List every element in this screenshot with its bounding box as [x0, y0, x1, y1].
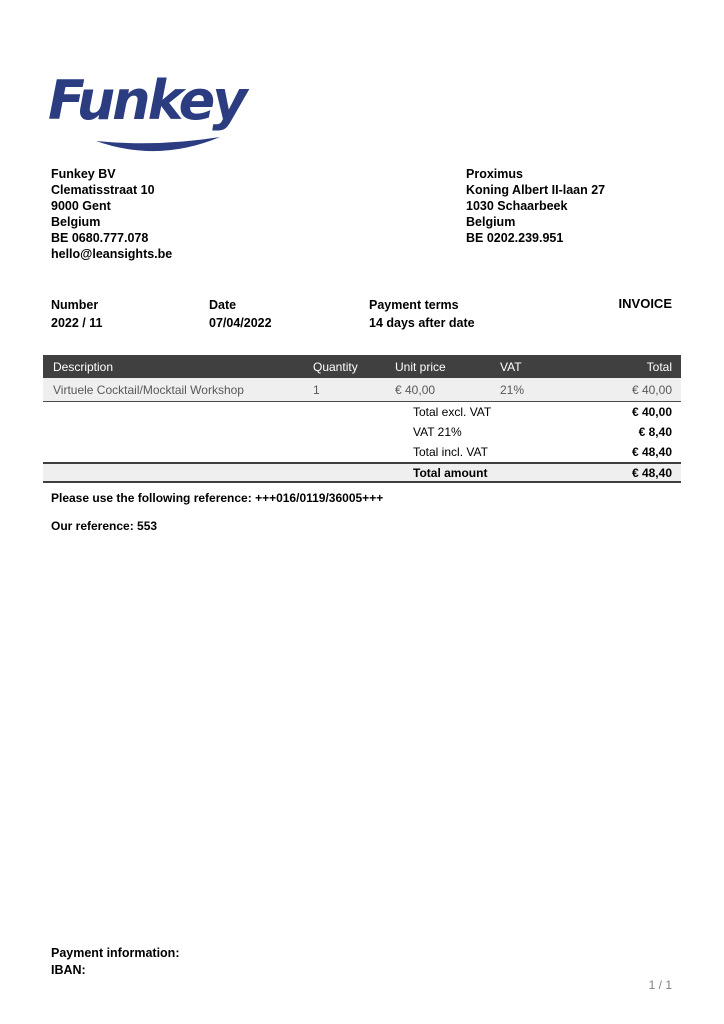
header-total: Total	[646, 359, 672, 374]
sender-street: Clematisstraat 10	[51, 183, 155, 197]
vat-amount-value: € 8,40	[638, 425, 672, 439]
invoice-number-value: 2022 / 11	[51, 316, 103, 330]
recipient-city: 1030 Schaarbeek	[466, 199, 568, 213]
total-excl-vat-label: Total excl. VAT	[413, 405, 492, 419]
invoice-number-label: Number	[51, 298, 99, 312]
table-row	[43, 378, 681, 402]
header-vat: VAT	[500, 359, 522, 374]
sender-name: Funkey BV	[51, 167, 116, 181]
header-quantity: Quantity	[313, 359, 358, 374]
sender-country: Belgium	[51, 215, 101, 229]
invoice-number-field	[51, 296, 102, 332]
recipient-country: Belgium	[466, 215, 516, 229]
payment-reference-line: Please use the following reference: +++016/0119/36005+++	[51, 491, 384, 505]
iban-label: IBAN:	[51, 963, 86, 977]
payment-terms-value: 14 days after date	[369, 316, 475, 330]
invoice-date-value: 07/04/2022	[209, 316, 272, 330]
recipient-address-block	[466, 166, 605, 246]
company-logo	[48, 69, 248, 164]
our-reference-line: Our reference: 553	[51, 519, 158, 533]
payment-information-block	[51, 945, 180, 979]
sender-email: hello@leansights.be	[51, 247, 173, 261]
recipient-street: Koning Albert II-laan 27	[466, 183, 606, 197]
total-excl-vat-row	[43, 402, 681, 422]
total-incl-vat-row	[43, 442, 681, 462]
total-incl-vat-value: € 48,40	[631, 445, 672, 459]
sender-city: 9000 Gent	[51, 199, 111, 213]
invoice-date-label: Date	[209, 298, 237, 312]
table-header-row	[43, 355, 681, 378]
item-unit-price: € 40,00	[395, 382, 436, 397]
item-vat: 21%	[500, 382, 525, 397]
header-unit-price: Unit price	[395, 359, 446, 374]
item-total: € 40,00	[631, 382, 672, 397]
payment-terms-label: Payment terms	[369, 298, 459, 312]
header-description: Description	[53, 359, 114, 374]
logo-swoosh-icon	[92, 134, 224, 160]
payment-terms-field	[369, 296, 475, 332]
vat-amount-row	[43, 422, 681, 442]
vat-amount-label: VAT 21%	[413, 425, 462, 439]
page-number: 1 / 1	[648, 978, 672, 992]
total-excl-vat-value: € 40,00	[631, 405, 672, 419]
sender-address-block	[51, 166, 172, 262]
recipient-name: Proximus	[466, 167, 523, 181]
sender-vat-number: BE 0680.777.078	[51, 231, 149, 245]
total-incl-vat-label: Total incl. VAT	[413, 445, 488, 459]
total-amount-value: € 48,40	[631, 465, 672, 480]
payment-information-title: Payment information:	[51, 946, 180, 960]
total-amount-label: Total amount	[413, 465, 488, 480]
item-quantity: 1	[313, 382, 320, 397]
logo-wordmark: Funkey	[48, 69, 245, 132]
item-description: Virtuele Cocktail/Mocktail Workshop	[53, 382, 244, 397]
recipient-vat-number: BE 0202.239.951	[466, 231, 564, 245]
invoice-date-field	[209, 296, 272, 332]
document-type-title: INVOICE	[618, 296, 672, 311]
line-items-table	[43, 355, 681, 483]
total-amount-row	[43, 462, 681, 483]
